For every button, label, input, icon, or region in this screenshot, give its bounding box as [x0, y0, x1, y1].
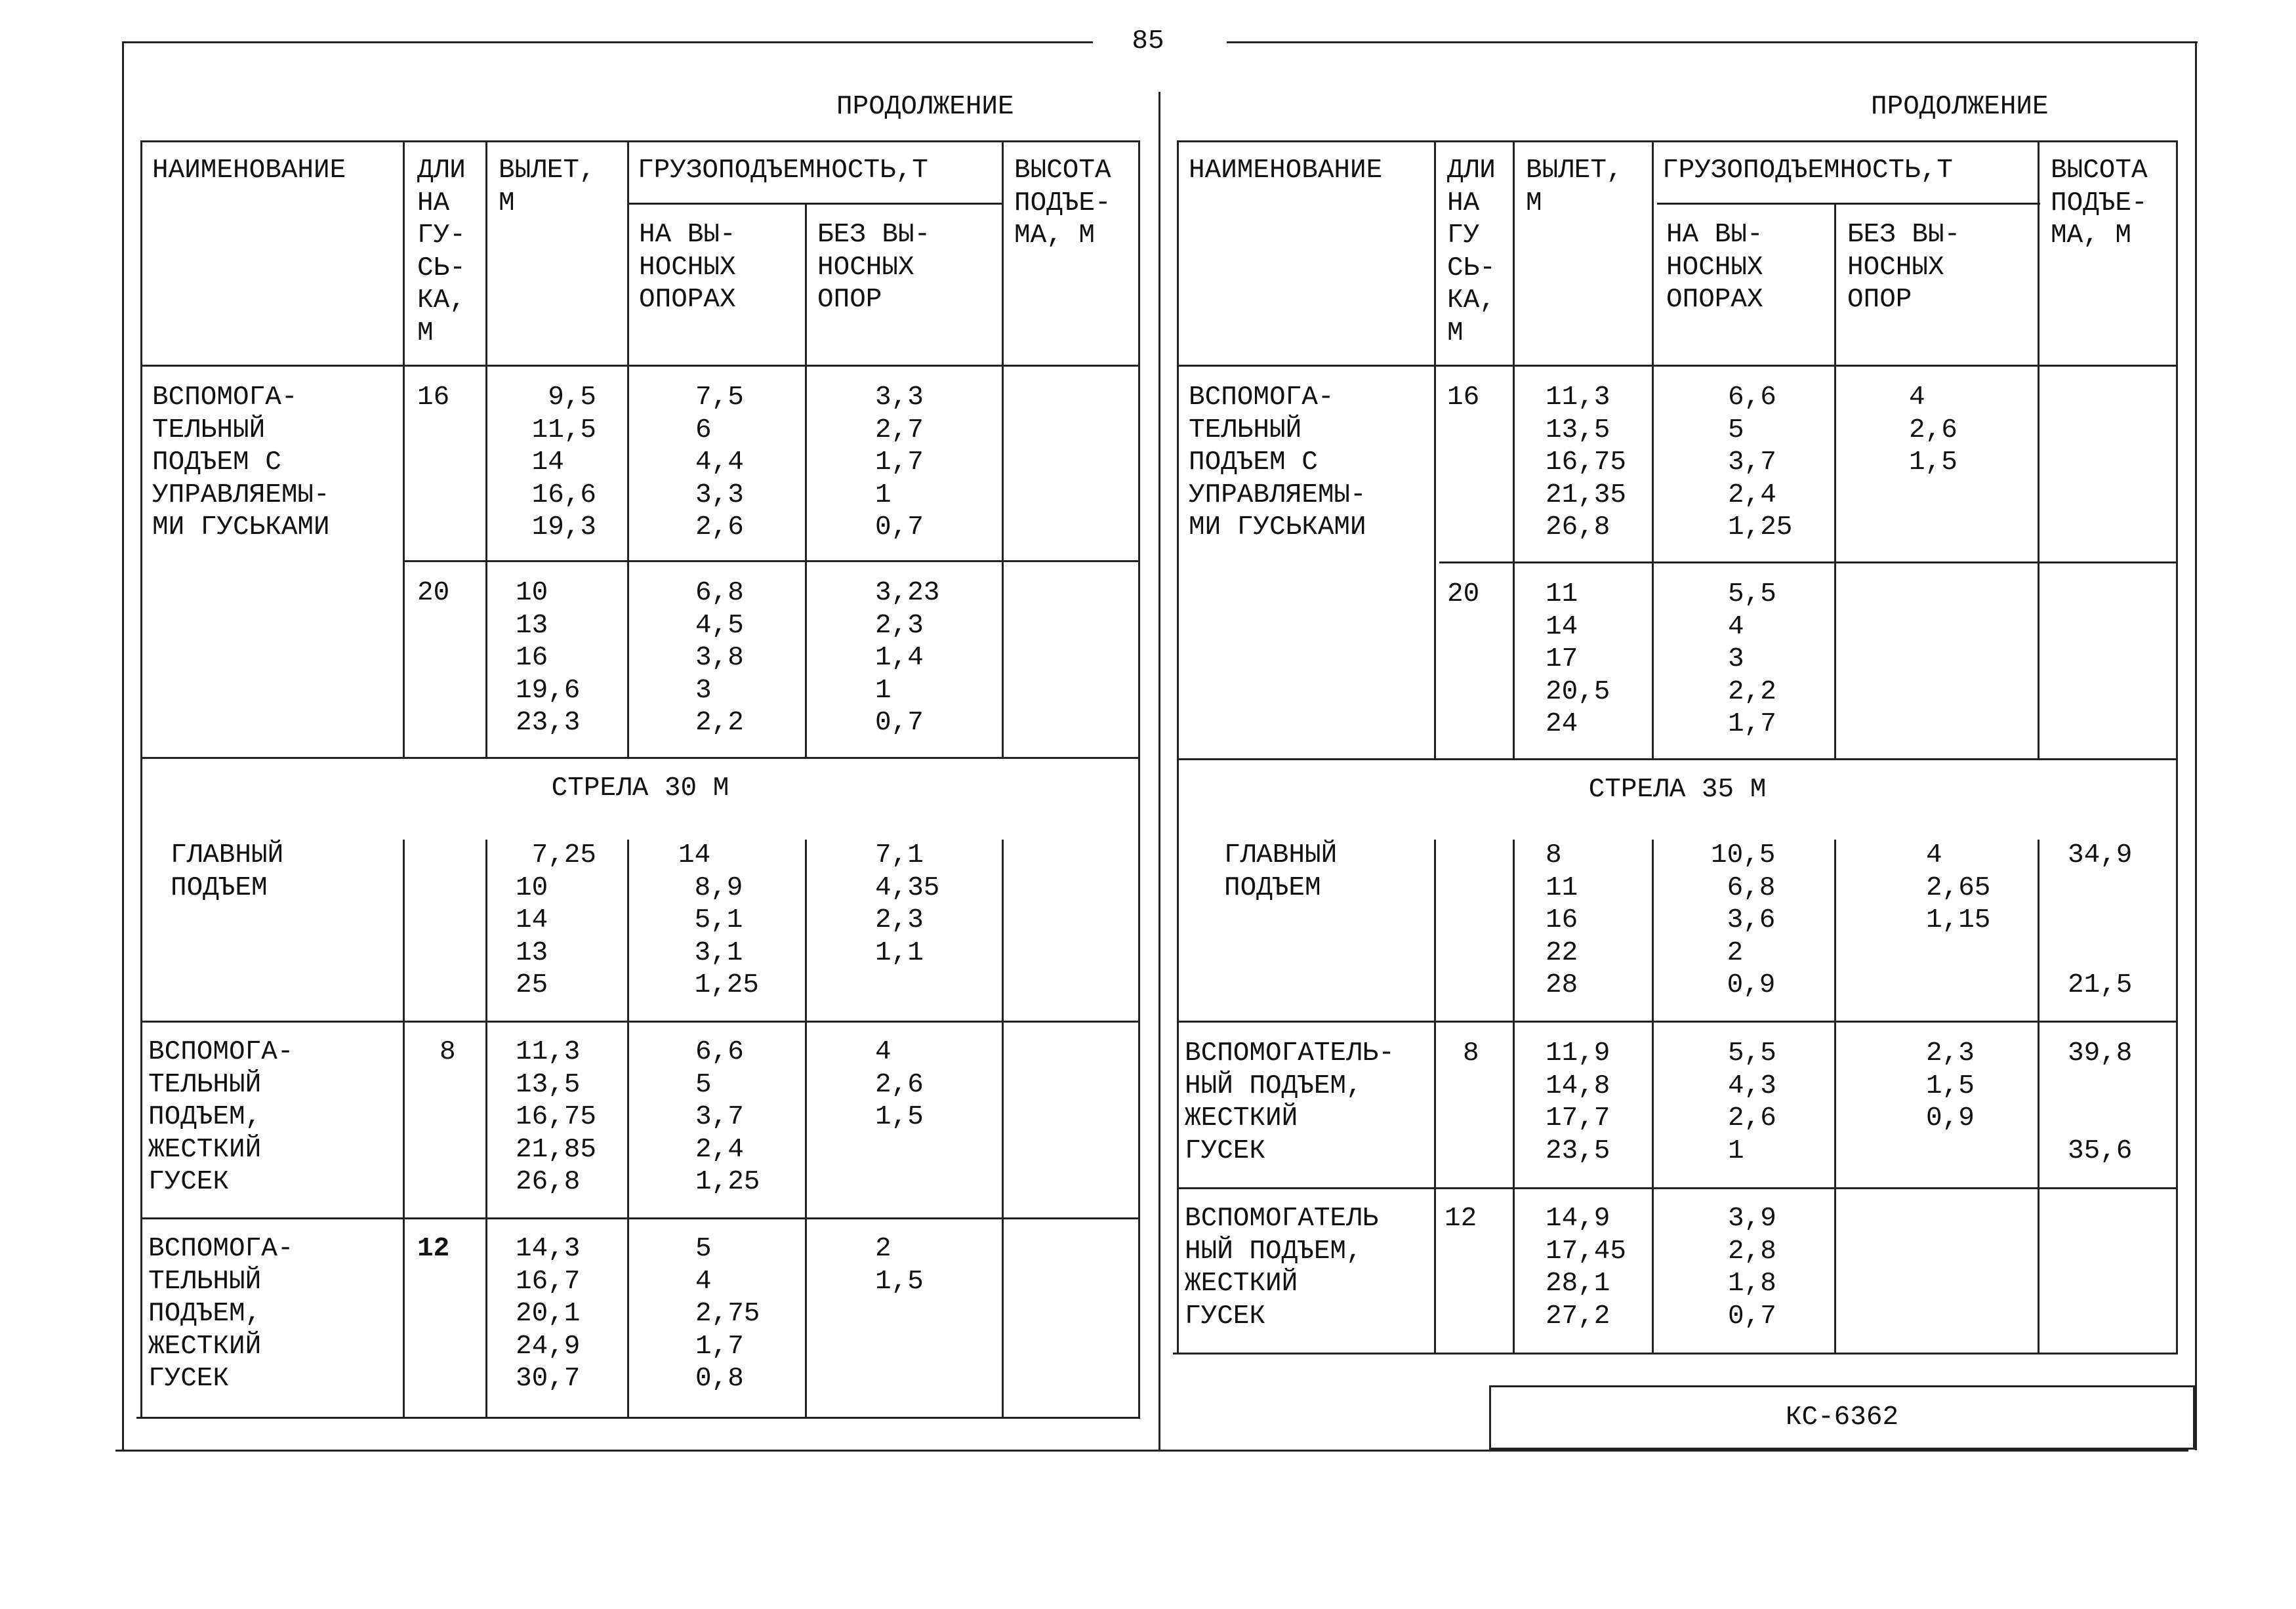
left-col-divider [403, 140, 405, 758]
left-row-separator [140, 1021, 1140, 1023]
right-row-separator [1177, 758, 2178, 760]
left-row-on-outriggers: 6,6 5 3,7 2,4 1,25 [695, 1037, 760, 1197]
right-row-without-outriggers: 4 2,65 1,15 [1926, 840, 1991, 935]
right-row-reach: 11,9 14,8 17,7 23,5 [1546, 1038, 1610, 1166]
left-row-on-outriggers: 7,5 6 4,4 3,3 2,6 [695, 382, 744, 542]
left-header-without-outriggers: БЕЗ ВЫ- НОСНЫХ ОПОР [817, 220, 931, 315]
right-row-reach: 14,9 17,45 28,1 27,2 [1546, 1204, 1627, 1332]
top-rule-left [122, 41, 1093, 43]
left-row-separator [403, 560, 1140, 562]
right-col-divider [1834, 840, 1836, 1354]
right-header-capacity: ГРУЗОПОДЪЕМНОСТЬ,Т [1662, 155, 1953, 186]
left-col-divider [485, 140, 487, 758]
right-table-top-line [1177, 140, 2178, 142]
right-row-on-outriggers: 10,5 6,8 3,6 2 0,9 [1711, 840, 1776, 1000]
right-row-separator [1439, 561, 2178, 563]
right-row-height: 39,8 35,6 [2068, 1038, 2133, 1166]
left-row-reach: 7,25 10 14 13 25 [516, 840, 597, 1000]
sheet-frame-right [2195, 41, 2197, 1450]
right-row-reach: 11 14 17 20,5 24 [1546, 579, 1610, 739]
left-col-divider [1002, 140, 1004, 758]
left-col-divider [627, 140, 629, 758]
right-header-height: ВЫСОТА ПОДЪЕ- МА, М [2051, 155, 2148, 251]
right-table-right-border [2176, 140, 2178, 1354]
left-row-reach: 11,3 13,5 16,75 21,85 26,8 [516, 1037, 597, 1197]
right-col-divider [1652, 140, 1654, 760]
sheet-frame-left [122, 41, 124, 1450]
right-row-jib: 20 [1447, 579, 1480, 609]
left-col-divider [805, 203, 807, 758]
left-row-without-outriggers: 3,3 2,7 1,7 1 0,7 [875, 382, 924, 542]
left-row-without-outriggers: 3,23 2,3 1,4 1 0,7 [875, 578, 940, 738]
right-row-jib: 12 [1445, 1204, 1477, 1234]
left-row-without-outriggers: 4 2,6 1,5 [875, 1037, 924, 1132]
left-row-separator [140, 1217, 1140, 1219]
right-col-divider [2038, 140, 2040, 760]
left-row-name: ВСПОМОГА- ТЕЛЬНЫЙ ПОДЪЕМ, ЖЕСТКИЙ ГУСЕК [148, 1037, 294, 1197]
left-row-separator [140, 757, 1140, 759]
right-col-divider [1652, 840, 1654, 1354]
sheet-center-divider [1158, 92, 1160, 1450]
right-col-divider [1834, 203, 1836, 760]
right-row-jib: 8 [1463, 1038, 1479, 1069]
left-header-on-outriggers: НА ВЫ- НОСНЫХ ОПОРАХ [639, 220, 736, 315]
right-row-name: ГЛАВНЫЙ ПОДЪЕМ [1224, 840, 1338, 903]
left-continuation-label: ПРОДОЛЖЕНИЕ [836, 92, 1014, 122]
right-header-jib-length: ДЛИ НА ГУ СЬ- КА, М [1447, 155, 1496, 348]
left-header-name: НАИМЕНОВАНИЕ [152, 155, 346, 186]
left-section-title: СТРЕЛА 30 М [551, 773, 729, 804]
right-col-divider [1513, 140, 1515, 760]
left-header-height: ВЫСОТА ПОДЪЕ- МА, М [1014, 155, 1111, 251]
right-header-bottom-line [1177, 365, 2178, 367]
right-row-on-outriggers: 5,5 4 3 2,2 1,7 [1728, 579, 1776, 739]
left-row-on-outriggers: 14 8,9 5,1 3,1 1,25 [678, 840, 760, 1000]
right-header-without-outriggers: БЕЗ ВЫ- НОСНЫХ ОПОР [1847, 220, 1961, 315]
left-row-jib: 16 [417, 382, 450, 413]
right-col-divider [1434, 140, 1436, 760]
left-row-without-outriggers: 7,1 4,35 2,3 1,1 [875, 840, 940, 968]
top-rule-right [1227, 41, 2198, 43]
right-header-on-outriggers: НА ВЫ- НОСНЫХ ОПОРАХ [1666, 220, 1763, 315]
right-section-title: СТРЕЛА 35 М [1588, 775, 1767, 805]
left-col-divider [805, 840, 807, 1419]
left-col-divider [485, 840, 487, 1419]
left-row-name: ВСПОМОГА- ТЕЛЬНЫЙ ПОДЪЕМ С УПРАВЛЯЕМЫ- МИ ГУСЬКАМИ [152, 382, 330, 542]
left-capacity-sub-line [627, 203, 1002, 205]
right-row-name: ВСПОМОГАТЕЛЬ НЫЙ ПОДЪЕМ, ЖЕСТКИЙ ГУСЕК [1185, 1204, 1379, 1332]
right-col-divider [2038, 840, 2040, 1354]
right-row-separator [1177, 1187, 2178, 1189]
left-row-reach: 9,5 11,5 14 16,6 19,3 [531, 382, 597, 542]
left-row-reach: 14,3 16,7 20,1 24,9 30,7 [516, 1234, 581, 1394]
right-row-without-outriggers: 2,3 1,5 0,9 [1926, 1038, 1975, 1133]
document-code-stamp: КС-6362 [1489, 1385, 2195, 1450]
left-row-without-outriggers: 2 1,5 [875, 1234, 924, 1297]
right-table-bottom-line [1173, 1353, 2178, 1354]
left-row-on-outriggers: 6,8 4,5 3,8 3 2,2 [695, 578, 744, 738]
left-header-capacity: ГРУЗОПОДЪЕМНОСТЬ,Т [638, 155, 928, 186]
right-table-left-border [1177, 140, 1179, 1354]
right-row-on-outriggers: 3,9 2,8 1,8 0,7 [1728, 1204, 1776, 1332]
left-col-divider [1002, 840, 1004, 1419]
page-number: 85 [1132, 26, 1164, 56]
left-header-jib-length: ДЛИ НА ГУ- СЬ- КА, М [417, 155, 466, 348]
right-col-divider [1434, 840, 1436, 1354]
right-row-height: 34,9 21,5 [2068, 840, 2133, 1000]
right-row-reach: 8 11 16 22 28 [1546, 840, 1578, 1000]
left-row-jib: 20 [417, 578, 450, 608]
left-col-divider [627, 840, 629, 1419]
left-table-top-line [140, 140, 1140, 142]
right-row-without-outriggers: 4 2,6 1,5 [1909, 382, 1958, 478]
left-row-name: ВСПОМОГА- ТЕЛЬНЫЙ ПОДЪЕМ, ЖЕСТКИЙ ГУСЕК [148, 1234, 294, 1394]
right-row-name: ВСПОМОГА- ТЕЛЬНЫЙ ПОДЪЕМ С УПРАВЛЯЕМЫ- МИ ГУСЬКАМИ [1189, 382, 1366, 542]
left-row-jib: 12 [417, 1234, 450, 1264]
right-header-reach: ВЫЛЕТ, М [1526, 155, 1623, 218]
left-table-bottom-line [136, 1417, 1140, 1419]
right-continuation-label: ПРОДОЛЖЕНИЕ [1871, 92, 2049, 122]
right-capacity-sub-line [1657, 203, 2040, 205]
left-row-jib: 8 [440, 1037, 456, 1067]
left-header-bottom-line [140, 365, 1140, 367]
left-row-name: ГЛАВНЫЙ ПОДЪЕМ [171, 840, 284, 903]
right-row-reach: 11,3 13,5 16,75 21,35 26,8 [1546, 382, 1627, 542]
right-row-name: ВСПОМОГАТЕЛЬ- НЫЙ ПОДЪЕМ, ЖЕСТКИЙ ГУСЕК [1185, 1038, 1395, 1166]
right-row-separator [1177, 1021, 2178, 1023]
left-row-reach: 10 13 16 19,6 23,3 [516, 578, 581, 738]
right-row-on-outriggers: 5,5 4,3 2,6 1 [1728, 1038, 1776, 1166]
sheet-frame-bottom [115, 1450, 2188, 1452]
left-row-on-outriggers: 5 4 2,75 1,7 0,8 [695, 1234, 760, 1394]
right-col-divider [1513, 840, 1515, 1354]
left-col-divider [403, 840, 405, 1419]
right-row-jib: 16 [1447, 382, 1480, 413]
right-header-name: НАИМЕНОВАНИЕ [1189, 155, 1383, 186]
right-row-on-outriggers: 6,6 5 3,7 2,4 1,25 [1728, 382, 1793, 542]
left-header-reach: ВЫЛЕТ, М [499, 155, 596, 218]
